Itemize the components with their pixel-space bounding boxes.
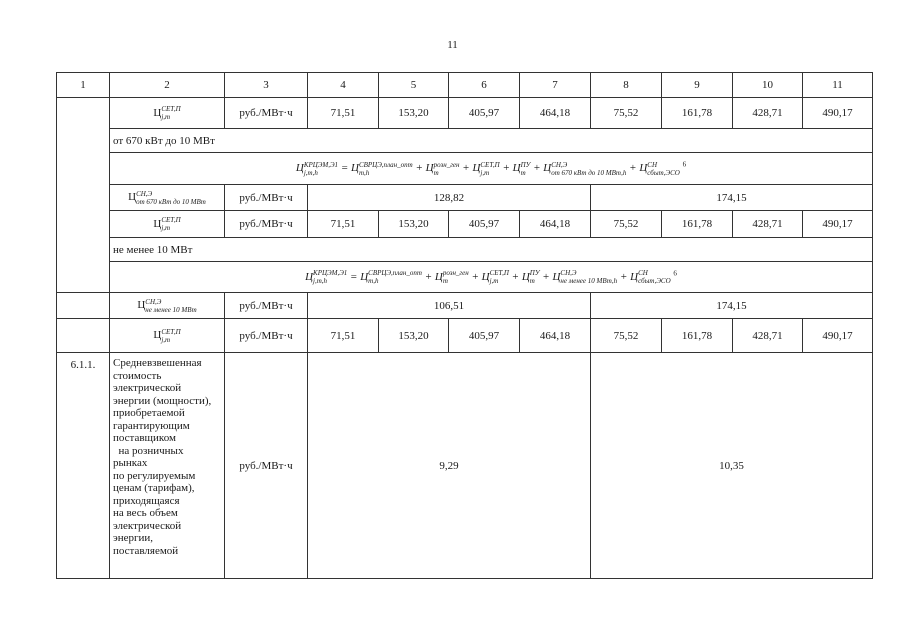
header-cell: 9: [662, 73, 733, 98]
page-number: 11: [447, 39, 458, 51]
value-cell: 71,51: [308, 98, 379, 129]
tariff-table: [56, 72, 873, 579]
value-cell: 174,15: [591, 185, 873, 211]
description-cell: [110, 353, 225, 579]
header-cell: 3: [225, 73, 308, 98]
value-cell: 106,51: [308, 293, 591, 319]
header-cell: 6: [449, 73, 520, 98]
description-line: электрической: [113, 382, 182, 394]
value-cell: 464,18: [520, 98, 591, 129]
formula-670: Ц КРЦЭМ,Э1 j,m,h = Ц СВРЦЭ,план_опт m,h + Ц розн_ген m + Ц СЕТ,П j,m + Ц ПУ m + Ц СН,Э от 670 кВт до 10 МВт,h + Ц СН сбыт,ЭСО $^6$: [295, 160, 687, 177]
description-line: по регулируемым: [113, 469, 196, 482]
header-cell: 5: [379, 73, 449, 98]
symbol-cell: Ц СЕТ,П j,m: [110, 319, 225, 353]
header-cell: 1: [57, 73, 110, 98]
value-cell: 405,97: [449, 98, 520, 129]
section-heading: не менее 10 МВт: [110, 238, 873, 262]
header-cell: 10: [733, 73, 803, 98]
value-cell: 405,97: [449, 319, 520, 353]
symbol-cell: Ц СН,Э от 670 кВт до 10 МВт: [110, 185, 225, 211]
description-line: поставляемой: [113, 544, 179, 557]
symbol-cell: Ц СЕТ,П j,m: [110, 211, 225, 238]
header-cell: 8: [591, 73, 662, 98]
unit-cell: руб./МВт·ч: [225, 353, 308, 579]
description-line: стоимость: [113, 369, 162, 382]
value-cell: 464,18: [520, 319, 591, 353]
empty-num-cell: [57, 293, 110, 319]
description-line: рынках: [113, 457, 148, 469]
value-cell: 9,29: [308, 353, 591, 579]
description-line: приобретаемой: [113, 407, 185, 419]
description-line: на весь объем: [113, 507, 178, 519]
row-description: [113, 353, 221, 557]
value-cell: 161,78: [662, 98, 733, 129]
header-row: [57, 73, 873, 98]
formula-cell: [110, 262, 873, 293]
formula-row: [57, 153, 873, 185]
value-cell: 174,15: [591, 293, 873, 319]
unit-cell: руб./МВт·ч: [225, 185, 308, 211]
empty-num-cell: [57, 319, 110, 353]
value-cell: 75,52: [591, 98, 662, 129]
value-cell: 153,20: [379, 211, 449, 238]
section-row: [57, 129, 873, 153]
description-line: гарантирующим: [113, 419, 190, 432]
header-cell: 11: [803, 73, 873, 98]
symbol-cell: Ц СН,Э не менее 10 МВт: [110, 293, 225, 319]
description-line: энергии (мощности),: [113, 394, 212, 407]
value-cell: 405,97: [449, 211, 520, 238]
formula-10: Ц КРЦЭМ,Э1 j,m,h = Ц СВРЦЭ,план_опт m,h + Ц розн_ген m + Ц СЕТ,П j,m + Ц ПУ m + Ц СН,Э не менее 10 МВт,h + Ц СН сбыт,ЭСО $^6$: [305, 268, 677, 286]
description-line: приходящаяся: [113, 494, 180, 507]
value-cell: 10,35: [591, 353, 873, 579]
description-line: электрической: [113, 519, 182, 532]
value-cell: 464,18: [520, 211, 591, 238]
empty-num-cell: [57, 98, 110, 293]
value-cell: 71,51: [308, 211, 379, 238]
value-cell: 75,52: [591, 211, 662, 238]
table-row: [57, 319, 873, 353]
unit-cell: руб./МВт·ч: [225, 211, 308, 238]
table-row: [57, 293, 873, 319]
description-line: на розничных: [113, 444, 184, 457]
table-row: [57, 98, 873, 129]
value-cell: 161,78: [662, 319, 733, 353]
description-line: поставщиком: [113, 432, 176, 444]
unit-cell: руб./МВт·ч: [225, 293, 308, 319]
value-cell: 128,82: [308, 185, 591, 211]
value-cell: 490,17: [803, 98, 873, 129]
value-cell: 153,20: [379, 319, 449, 353]
unit-cell: руб./МВт·ч: [225, 319, 308, 353]
formula-row: [57, 262, 873, 293]
description-line: Средневзвешенная: [113, 357, 202, 369]
table-row: [57, 211, 873, 238]
header-cell: 4: [308, 73, 379, 98]
value-cell: 428,71: [733, 98, 803, 129]
value-cell: 71,51: [308, 319, 379, 353]
section-row: [57, 238, 873, 262]
value-cell: 428,71: [733, 211, 803, 238]
header-cell: 2: [110, 73, 225, 98]
symbol-cell: Ц СЕТ,П j,m: [110, 98, 225, 129]
description-line: ценам (тарифам),: [113, 482, 195, 494]
value-cell: 75,52: [591, 319, 662, 353]
value-cell: 428,71: [733, 319, 803, 353]
table-row: [57, 353, 873, 579]
value-cell: 490,17: [803, 319, 873, 353]
unit-cell: руб./МВт·ч: [225, 98, 308, 129]
description-line: энергии,: [113, 532, 154, 544]
formula-cell: [110, 153, 873, 185]
value-cell: 490,17: [803, 211, 873, 238]
row-number: 6.1.1.: [57, 353, 110, 579]
value-cell: 153,20: [379, 98, 449, 129]
value-cell: 161,78: [662, 211, 733, 238]
table-row: [57, 185, 873, 211]
header-cell: 7: [520, 73, 591, 98]
section-heading: от 670 кВт до 10 МВт: [110, 129, 873, 153]
